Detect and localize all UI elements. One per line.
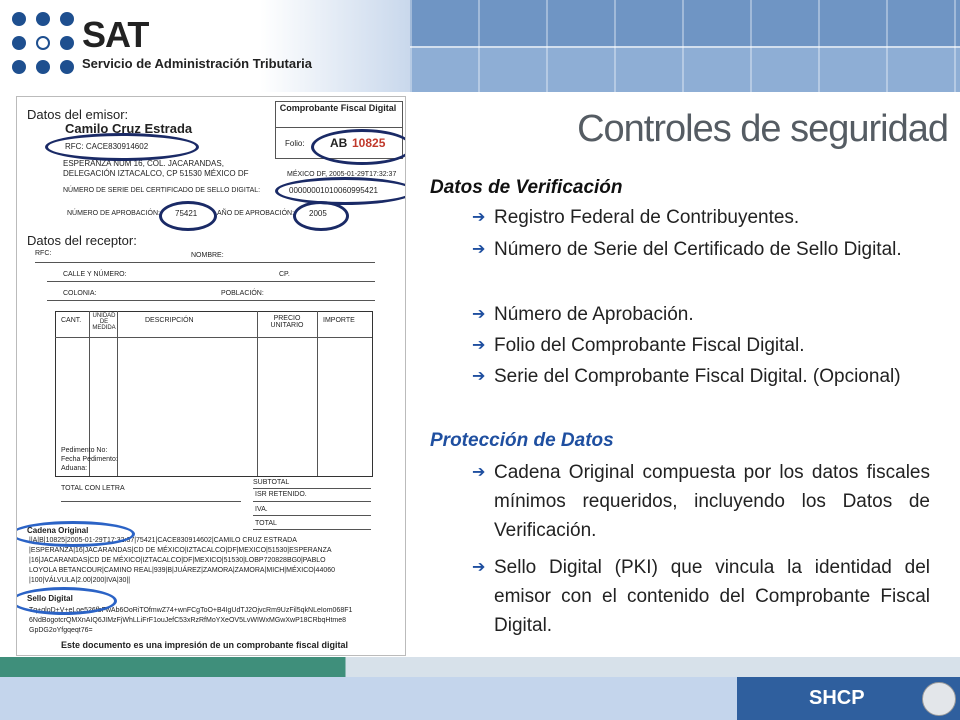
emisor-name: Camilo Cruz Estrada bbox=[65, 121, 193, 136]
top-banner bbox=[0, 0, 960, 92]
aprobacion-value: 75421 bbox=[175, 209, 198, 218]
col-cant: CANT. bbox=[61, 317, 82, 324]
verificacion-item: ➔ Serie del Comprobante Fiscal Digital. (Opcional) bbox=[494, 362, 930, 391]
mexico-seal-icon bbox=[922, 682, 956, 716]
receptor-line-1 bbox=[35, 262, 375, 263]
shcp-logo bbox=[737, 677, 960, 720]
subtotal-line bbox=[253, 488, 371, 489]
emisor-label: Datos del emisor: bbox=[27, 107, 129, 122]
emisor-address-2: DELEGACIÓN IZTACALCO, CP 51530 MÉXICO DF bbox=[63, 169, 249, 178]
receptor-nombre: NOMBRE: bbox=[191, 252, 224, 259]
banner-fade bbox=[260, 0, 410, 92]
anio-label: AÑO DE APROBACIÓN: bbox=[217, 210, 295, 217]
cfd-divider bbox=[275, 127, 402, 128]
cadena-line: ||A|B|10825|2005-01-29T17:32:37|75421|CACE830914602|CAMILO CRUZ ESTRADA bbox=[29, 537, 297, 544]
cadena-label: Cadena Original bbox=[27, 526, 89, 535]
sat-logo-text: SAT bbox=[82, 14, 149, 55]
cfd-title: Comprobante Fiscal Digital bbox=[279, 103, 397, 113]
sat-logo-icon bbox=[12, 12, 76, 76]
col-precio: PRECIO UNITARIO bbox=[270, 315, 304, 329]
arrow-right-icon: ➔ bbox=[472, 241, 486, 258]
items-col-line bbox=[117, 311, 118, 476]
verificacion-item: ➔ Número de Serie del Certificado de Sello Digital. bbox=[494, 235, 930, 264]
section-verificacion-title: Datos de Verificación bbox=[430, 177, 623, 198]
proteccion-item: ➔ Sello Digital (PKI) que vincula la identidad del emisor con el contenido del Comprobante Fiscal Digital. bbox=[494, 553, 930, 640]
arrow-right-icon: ➔ bbox=[472, 306, 486, 323]
cadena-highlight bbox=[16, 521, 135, 547]
serie-highlight bbox=[275, 177, 406, 205]
cadena-line: |ESPERANZA|16|JACARANDAS|CD DE MÉXICO|IZTACALCO|DF|MEXICO|51530|ESPERANZA bbox=[29, 547, 332, 554]
receptor-line-3 bbox=[47, 300, 375, 301]
cadena-line: |100|VÁLVULA|2.00|200|IVA|30|| bbox=[29, 577, 131, 584]
aduana: Aduana: bbox=[61, 465, 88, 472]
fecha-pedimento: Fecha Pedimento: bbox=[61, 456, 118, 463]
aprobacion-label: NÚMERO DE APROBACIÓN: bbox=[67, 210, 160, 217]
subtotal-label: SUBTOTAL bbox=[253, 479, 290, 486]
proteccion-item: ➔ Cadena Original compuesta por los datos fiscales mínimos requeridos, incluyendo los Datos de Verificación. bbox=[494, 458, 930, 545]
total-label: TOTAL bbox=[255, 520, 277, 527]
receptor-colonia: COLONIA: bbox=[63, 290, 97, 297]
total-letra: TOTAL CON LETRA bbox=[61, 485, 125, 492]
arrow-right-icon: ➔ bbox=[472, 209, 486, 226]
arrow-right-icon: ➔ bbox=[472, 559, 486, 576]
receptor-cp: CP. bbox=[279, 271, 290, 278]
sello-line: Tq+qloD+V+eLoe526fbFwAb6OoRiTOfmwZ74+wnFCgToO+B4IgUdTJ2OjvcRm9UzFil5qkNLeIom068F1 bbox=[29, 607, 353, 614]
items-col-line bbox=[317, 311, 318, 476]
total-letra-line bbox=[61, 501, 241, 502]
section-proteccion-title: Protección de Datos bbox=[430, 430, 614, 451]
receptor-label: Datos del receptor: bbox=[27, 233, 137, 248]
iva-line bbox=[253, 515, 371, 516]
page-title: Controles de seguridad bbox=[577, 108, 948, 150]
pedimento-no: Pedimento No: bbox=[61, 447, 108, 454]
sello-line: 6NdBogotcrQMXnAIQ6JIMzFjWhLLiFrF1ouJefC53xRzRfMoYXeOV5LvWIWxMGwXwP18CRbqHtme8 bbox=[29, 617, 347, 624]
receptor-calle: CALLE Y NÚMERO: bbox=[63, 271, 127, 278]
arrow-right-icon: ➔ bbox=[472, 368, 486, 385]
folio-serie: AB bbox=[330, 136, 348, 150]
cadena-line: |16|JACARANDAS|CD DE MÉXICO|IZTACALCO|DF|MEXICO|51530|LOBP720828BG0|PABLO bbox=[29, 557, 326, 564]
col-unidad: UNIDAD DE MEDIDA bbox=[92, 313, 116, 331]
receptor-line-2 bbox=[47, 281, 375, 282]
footer-strip bbox=[0, 657, 960, 677]
emisor-address-1: ESPERANZA NUM 16, COL. JACARANDAS, bbox=[63, 159, 224, 168]
verificacion-item: ➔ Folio del Comprobante Fiscal Digital. bbox=[494, 331, 930, 360]
footer-note: Este documento es una impresión de un comprobante fiscal digital bbox=[61, 640, 349, 650]
anio-highlight bbox=[293, 201, 349, 231]
items-header-line bbox=[55, 337, 372, 338]
folio-number: 10825 bbox=[352, 136, 386, 150]
sello-highlight bbox=[16, 587, 117, 615]
iva-label: IVA. bbox=[255, 506, 268, 513]
verificacion-item: ➔ Registro Federal de Contribuyentes. bbox=[494, 203, 930, 232]
anio-value: 2005 bbox=[309, 209, 327, 218]
sello-line: GpDG2oYfgqeqt76= bbox=[29, 627, 93, 634]
serie-cert-label: NÚMERO DE SERIE DEL CERTIFICADO DE SELLO DIGITAL: bbox=[63, 187, 261, 194]
col-descripcion: DESCRIPCIÓN bbox=[145, 317, 194, 324]
cadena-line: LOYOLA BETANCOUR|CAMINO REAL|939|B|JUÁREZ|ZAMORA|ZAMORA|MICH|MÉXICO|44060 bbox=[29, 567, 336, 574]
arrow-right-icon: ➔ bbox=[472, 464, 486, 481]
isr-line bbox=[253, 501, 371, 502]
lugar-fecha: MÉXICO DF, 2005-01-29T17:32:37 bbox=[287, 171, 397, 178]
banner-grid bbox=[410, 0, 960, 92]
items-col-line bbox=[257, 311, 258, 476]
arrow-right-icon: ➔ bbox=[472, 337, 486, 354]
verificacion-item: ➔ Número de Aprobación. bbox=[494, 300, 930, 329]
total-line bbox=[253, 529, 371, 530]
receptor-poblacion: POBLACIÓN: bbox=[221, 290, 264, 297]
shcp-text: SHCP bbox=[809, 687, 865, 709]
invoice-sample bbox=[16, 96, 406, 656]
sat-subtitle: Servicio de Administración Tributaria bbox=[82, 56, 312, 71]
folio-label: Folio: bbox=[285, 139, 305, 148]
emisor-rfc: RFC: CACE830914602 bbox=[65, 142, 149, 151]
serie-cert-value: 00000001010060995421 bbox=[289, 186, 378, 195]
aprobacion-highlight bbox=[159, 201, 217, 231]
receptor-rfc: RFC: bbox=[35, 250, 52, 257]
folio-highlight bbox=[311, 129, 406, 165]
rfc-highlight bbox=[45, 133, 199, 161]
isr-label: ISR RETENIDO. bbox=[255, 491, 307, 498]
sello-label: Sello Digital bbox=[27, 594, 73, 603]
col-importe: IMPORTE bbox=[323, 317, 355, 324]
